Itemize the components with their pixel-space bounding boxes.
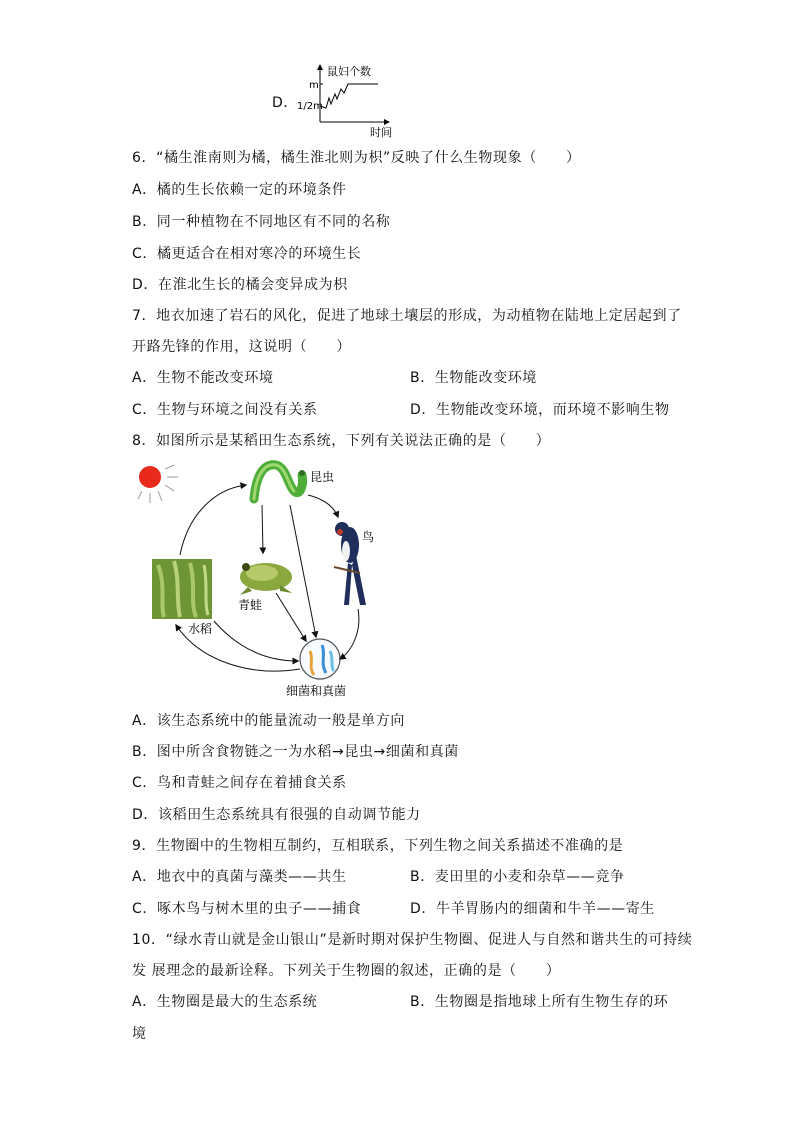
label-decomposer: 细菌和真菌 (286, 684, 347, 698)
arrow-bird-to-decomposer (340, 609, 359, 659)
rice-plant-icon (152, 559, 212, 619)
label-insect: 昆虫 (310, 470, 335, 484)
label-bird: 鸟 (362, 530, 375, 544)
label-frog: 青蛙 (238, 598, 263, 612)
q7-option-d: D．生物能改变环境，而环境不影响生物 (410, 402, 670, 418)
graph-y-arrow (317, 64, 323, 70)
graph-x-arrow (384, 119, 390, 125)
graph-half-label: 1/2m (297, 101, 323, 112)
q7-option-a: A．生物不能改变环境 (132, 370, 274, 386)
graph-x-label: 时间 (370, 126, 392, 139)
q7-option-c: C．生物与环境之间没有关系 (132, 402, 318, 418)
q6-option-b: B．同一种植物在不同地区有不同的名称 (132, 214, 391, 230)
q8-option-a: A．该生态系统中的能量流动一般是单方向 (132, 713, 405, 729)
q10-option-b-line1: B．生物圈是指地球上所有生物生存的环 (410, 994, 669, 1010)
q10-option-a: A．生物圈是最大的生态系统 (132, 994, 318, 1010)
arrow-insect-to-frog (262, 505, 263, 553)
q6-option-d: D．在淮北生长的橘会变异成为枳 (132, 277, 348, 293)
graph-y-label: 鼠妇个数 (327, 65, 371, 78)
sun-icon (138, 465, 178, 503)
arrow-insect-to-decomposer (290, 505, 316, 637)
population-graph (297, 62, 410, 142)
q6-option-a: A．橘的生长依赖一定的环境条件 (132, 182, 347, 198)
q10-stem-line1: 10．“绿水青山就是金山银山”是新时期对保护生物圈、促进人与自然和谐共生的可持续 (132, 932, 693, 948)
q8-stem: 8．如图所示是某稻田生态系统，下列有关说法正确的是（ ） (132, 433, 551, 449)
arrow-insect-to-bird (308, 495, 338, 517)
arrow-rice-to-decomposer (214, 621, 298, 661)
q8-option-c: C．鸟和青蛙之间存在着捕食关系 (132, 775, 347, 791)
food-web-diagram (130, 455, 390, 705)
graph-d-option-label: D． (272, 95, 298, 111)
q8-option-b: B．图中所含食物链之一为水稻→昆虫→细菌和真菌 (132, 744, 459, 760)
frog-icon (240, 563, 292, 595)
q7-option-b: B．生物能改变环境 (410, 370, 538, 386)
graph-curve (320, 84, 378, 108)
caterpillar-icon (250, 459, 306, 503)
q6-option-c: C．橘更适合在相对寒冷的环境生长 (132, 246, 362, 262)
q10-option-b-line2: 境 (132, 1026, 147, 1042)
label-rice: 水稻 (188, 622, 213, 636)
arrow-frog-to-decomposer (276, 593, 306, 641)
graph-m-label: m (309, 80, 319, 91)
q9-option-c: C．啄木鸟与树木里的虫子——捕食 (132, 901, 362, 917)
arrow-rice-to-insect (180, 485, 246, 555)
q10-stem-line2: 发 展理念的最新诠释。下列关于生物圈的叙述，正确的是（ ） (132, 963, 561, 979)
q9-option-d: D．牛羊胃肠内的细菌和牛羊——寄生 (410, 901, 655, 917)
q7-stem-line1: 7．地衣加速了岩石的风化，促进了地球土壤层的形成，为动植物在陆地上定居起到了 (132, 308, 682, 324)
q9-option-b: B．麦田里的小麦和杂草——竞争 (410, 869, 625, 885)
q8-option-d: D．该稻田生态系统具有很强的自动调节能力 (132, 807, 421, 823)
q9-stem: 9．生物圈中的生物相互制约，互相联系，下列生物之间关系描述不准确的是 (132, 838, 624, 854)
q6-stem: 6．“橘生淮南则为橘，橘生淮北则为枳”反映了什么生物现象（ ） (132, 150, 581, 166)
q7-stem-line2: 开路先锋的作用，这说明（ ） (132, 339, 351, 355)
q9-option-a: A．地衣中的真菌与藻类——共生 (132, 869, 347, 885)
bacteria-fungi-icon (300, 639, 340, 679)
